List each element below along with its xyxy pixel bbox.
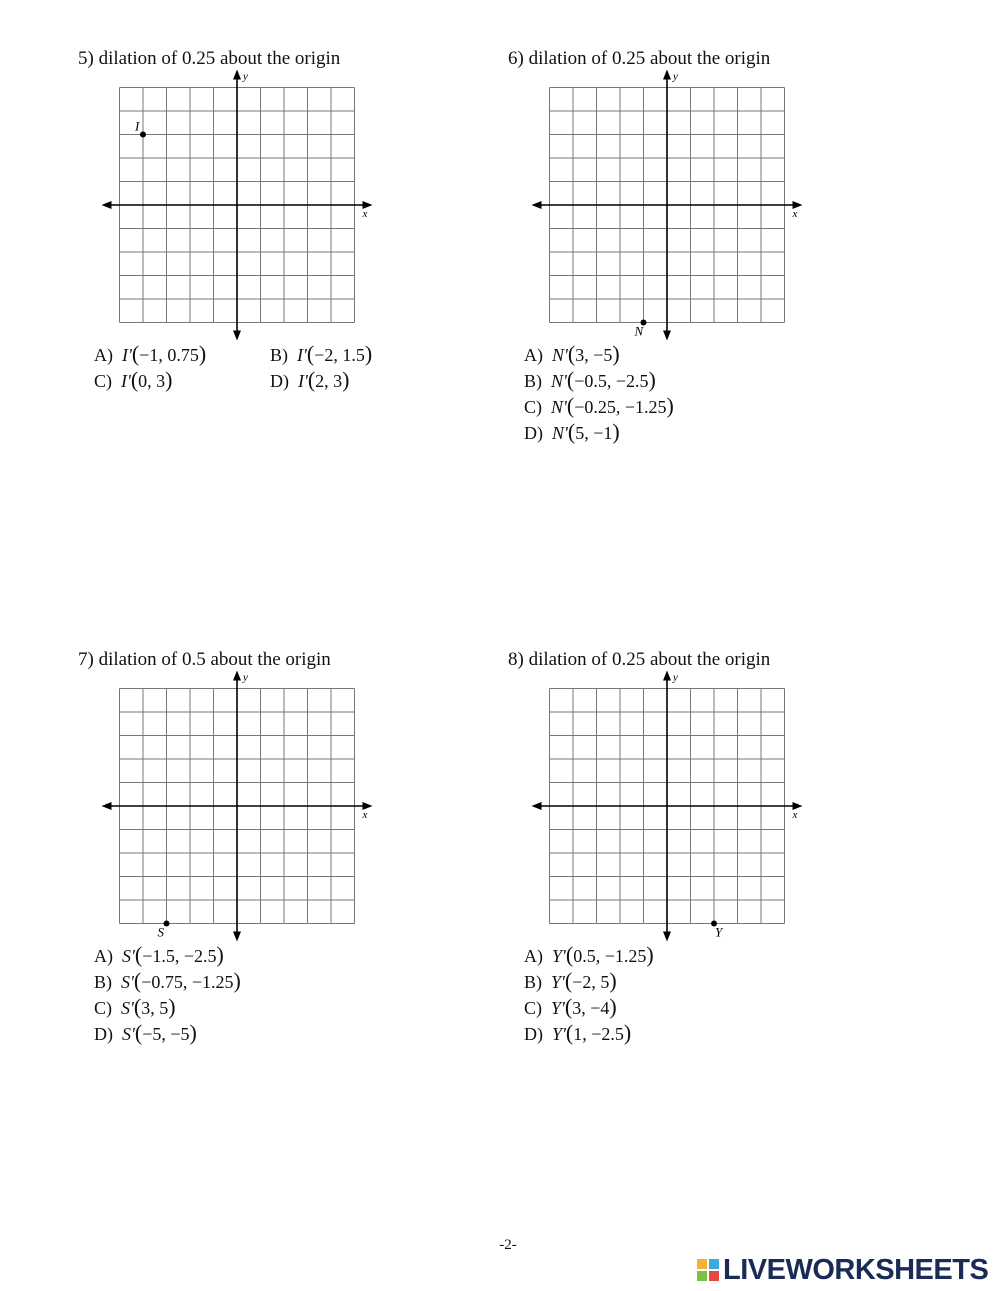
close-paren: ) <box>612 419 620 444</box>
answer-choice-b[interactable] <box>524 369 656 392</box>
open-paren: ( <box>133 968 142 993</box>
choice-coords: 1, −2.5 <box>573 1024 624 1044</box>
choice-point-name: N' <box>551 371 567 391</box>
logo-text: LIVEWORKSHEETS <box>723 1253 989 1286</box>
choice-coords: 0, 3 <box>138 371 166 391</box>
point-label: I <box>135 118 140 134</box>
choice-letter: D) <box>524 1024 543 1044</box>
choice-letter: A) <box>524 946 543 966</box>
choice-letter: B) <box>270 345 288 365</box>
close-paren: ) <box>612 341 620 366</box>
y-axis-label: y <box>673 70 678 83</box>
choice-coords: 3, −5 <box>575 345 613 365</box>
open-paren: ( <box>564 994 573 1019</box>
arrow-down-icon <box>663 331 671 341</box>
answer-choice-c[interactable] <box>524 996 617 1019</box>
open-paren: ( <box>134 1020 143 1045</box>
logo-square <box>697 1259 707 1269</box>
arrow-left-icon <box>102 201 112 209</box>
choice-letter: D) <box>270 371 289 391</box>
choice-point-name: N' <box>552 345 568 365</box>
choice-point-name: Y' <box>551 972 565 992</box>
choice-coords: 0.5, −1.25 <box>573 946 647 966</box>
answer-choice-a[interactable] <box>94 343 206 366</box>
close-paren: ) <box>198 341 207 366</box>
close-paren: ) <box>168 994 176 1019</box>
answer-choice-a[interactable] <box>524 343 620 366</box>
close-paren: ) <box>648 367 656 392</box>
point-label: N <box>634 323 644 339</box>
arrow-up-icon <box>663 671 671 681</box>
choice-coords: −0.25, −1.25 <box>574 397 667 417</box>
open-paren: ( <box>566 393 575 418</box>
choice-letter: D) <box>94 1024 113 1044</box>
choice-letter: C) <box>94 998 112 1018</box>
choice-letter: D) <box>524 423 543 443</box>
open-paren: ( <box>567 419 576 444</box>
arrow-left-icon <box>532 201 542 209</box>
choice-point-name: S' <box>121 972 134 992</box>
arrow-down-icon <box>663 932 671 942</box>
choice-coords: −1.5, −2.5 <box>142 946 217 966</box>
open-paren: ( <box>131 341 140 366</box>
coordinate-grid <box>532 70 832 340</box>
choice-coords: −0.5, −2.5 <box>574 371 649 391</box>
problem-title: 5) dilation of 0.25 about the origin <box>78 48 341 69</box>
close-paren: ) <box>666 393 674 418</box>
choice-letter: B) <box>94 972 112 992</box>
close-paren: ) <box>189 1020 197 1045</box>
close-paren: ) <box>623 1020 632 1045</box>
choice-point-name: S' <box>122 946 135 966</box>
problem-title: 6) dilation of 0.25 about the origin <box>508 48 771 69</box>
close-paren: ) <box>233 968 241 993</box>
choice-letter: C) <box>524 998 542 1018</box>
choice-coords: −1, 0.75 <box>139 345 199 365</box>
choice-letter: B) <box>524 972 542 992</box>
choice-letter: C) <box>94 371 112 391</box>
open-paren: ( <box>307 367 316 392</box>
choice-coords: −5, −5 <box>142 1024 190 1044</box>
choice-coords: −2, 1.5 <box>314 345 365 365</box>
choice-point-name: I' <box>297 345 307 365</box>
logo-square <box>709 1259 719 1269</box>
arrow-up-icon <box>233 671 241 681</box>
choice-point-name: N' <box>552 423 568 443</box>
x-axis-label: x <box>362 809 368 821</box>
open-paren: ( <box>130 367 139 392</box>
arrow-down-icon <box>233 331 241 341</box>
close-paren: ) <box>646 942 654 967</box>
arrow-up-icon <box>233 70 241 80</box>
choice-letter: A) <box>94 946 113 966</box>
choice-point-name: S' <box>121 998 134 1018</box>
close-paren: ) <box>165 367 173 392</box>
answer-choice-b[interactable] <box>524 970 617 993</box>
liveworksheets-logo <box>697 1254 988 1286</box>
arrow-down-icon <box>233 932 241 942</box>
x-axis-label: x <box>792 809 798 821</box>
answer-choice-c[interactable] <box>94 996 176 1019</box>
open-paren: ( <box>566 367 575 392</box>
open-paren: ( <box>134 942 143 967</box>
choice-point-name: Y' <box>552 946 566 966</box>
plotted-point <box>164 921 170 927</box>
choice-letter: C) <box>524 397 542 417</box>
choice-coords: 2, 3 <box>315 371 343 391</box>
problem-title: 8) dilation of 0.25 about the origin <box>508 649 771 670</box>
open-paren: ( <box>565 1020 574 1045</box>
answer-choice-c[interactable] <box>524 395 674 418</box>
close-paren: ) <box>216 942 224 967</box>
arrow-left-icon <box>102 802 112 810</box>
choice-point-name: I' <box>121 371 131 391</box>
choice-letter: B) <box>524 371 542 391</box>
plotted-point <box>140 132 146 138</box>
open-paren: ( <box>565 942 574 967</box>
logo-square <box>697 1271 707 1281</box>
arrow-up-icon <box>663 70 671 80</box>
answer-choice-a[interactable] <box>94 944 224 967</box>
choice-letter: A) <box>524 345 543 365</box>
coordinate-grid <box>102 70 402 340</box>
choice-coords: −2, 5 <box>572 972 610 992</box>
problem-title: 7) dilation of 0.5 about the origin <box>78 649 331 670</box>
close-paren: ) <box>609 994 617 1019</box>
choice-point-name: I' <box>122 345 132 365</box>
y-axis-label: y <box>673 671 678 684</box>
point-label: S <box>157 924 164 940</box>
x-axis-label: x <box>792 208 798 220</box>
answer-choice-b[interactable] <box>270 343 372 366</box>
page-number: -2- <box>499 1237 517 1253</box>
choice-point-name: I' <box>298 371 308 391</box>
answer-choice-a[interactable] <box>524 944 654 967</box>
point-label: Y <box>715 924 723 940</box>
choice-point-name: Y' <box>552 1024 566 1044</box>
arrow-left-icon <box>532 802 542 810</box>
choice-coords: −0.75, −1.25 <box>141 972 234 992</box>
choice-letter: A) <box>94 345 113 365</box>
answer-choice-d[interactable] <box>524 1022 631 1045</box>
logo-squares-icon <box>697 1259 719 1281</box>
coordinate-grid <box>102 671 402 941</box>
choice-coords: 3, 5 <box>141 998 169 1018</box>
answer-choice-b[interactable] <box>94 970 241 993</box>
close-paren: ) <box>342 367 350 392</box>
y-axis-label: y <box>243 70 248 83</box>
choice-point-name: Y' <box>551 998 565 1018</box>
coordinate-grid <box>532 671 832 941</box>
answer-choice-d[interactable] <box>270 369 350 392</box>
open-paren: ( <box>306 341 315 366</box>
close-paren: ) <box>364 341 373 366</box>
choice-point-name: N' <box>551 397 567 417</box>
close-paren: ) <box>609 968 617 993</box>
open-paren: ( <box>564 968 573 993</box>
y-axis-label: y <box>243 671 248 684</box>
open-paren: ( <box>567 341 576 366</box>
choice-point-name: S' <box>122 1024 135 1044</box>
logo-square <box>709 1271 719 1281</box>
choice-coords: 5, −1 <box>575 423 613 443</box>
answer-choice-c[interactable] <box>94 369 173 392</box>
answer-choice-d[interactable] <box>524 421 620 444</box>
open-paren: ( <box>133 994 142 1019</box>
answer-choice-d[interactable] <box>94 1022 197 1045</box>
x-axis-label: x <box>362 208 368 220</box>
choice-coords: 3, −4 <box>572 998 610 1018</box>
